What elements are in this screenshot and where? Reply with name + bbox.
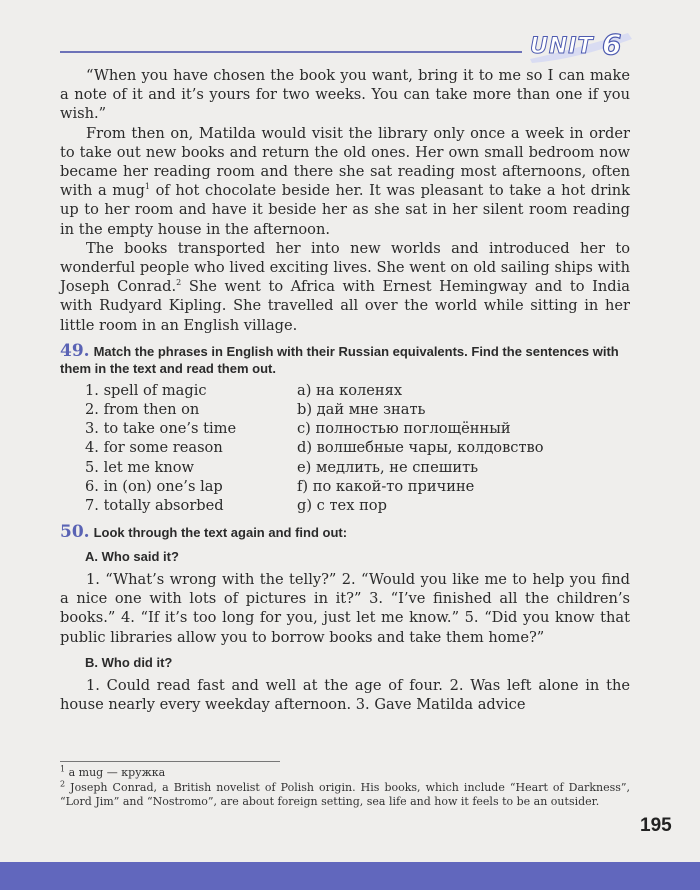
list-item: e) медлить, не спешить bbox=[297, 458, 479, 476]
footnote-divider bbox=[60, 761, 280, 762]
footnote-2 bbox=[60, 778, 630, 810]
unit-number: 6 bbox=[602, 28, 622, 61]
footnote-ref-1: 1 bbox=[144, 182, 150, 192]
section-b-label: B. Who did it? bbox=[85, 654, 173, 670]
section-a-label: A. Who said it? bbox=[85, 548, 179, 564]
russian-equivalents bbox=[297, 381, 544, 515]
list-item: b) дай мне знать bbox=[297, 401, 426, 419]
footnote-ref-2: 2 bbox=[176, 278, 182, 288]
exercise-49-heading bbox=[60, 340, 630, 377]
paragraph-2-part-a: From then on, Matilda would visit the library only once a week in order to take out new books and return the old ones. Her own small bedroom now became her reading room and there she sat reading most afternoons, often with a mug bbox=[60, 124, 630, 200]
list-item: 7. totally absorbed bbox=[85, 496, 224, 514]
paragraph-3-part-b: She went to Africa with Ernest Hemingway and to India with Rudyard Kipling. She travelled all over the world while sitting in her little room in an English village. bbox=[60, 278, 630, 334]
english-phrases bbox=[85, 381, 236, 515]
section-b-text: 1. Could read fast and well at the age of four. 2. Was left alone in the house nearly every weekday afternoon. 3. Gave Matilda advice bbox=[60, 677, 630, 714]
footnotes bbox=[60, 766, 630, 810]
list-item: 4. for some reason bbox=[85, 439, 223, 457]
exercise-49-number: 49. bbox=[60, 340, 90, 361]
footnote-2-text: Joseph Conrad, a British novelist of Polish origin. His books, which include “Heart of Darkness”, “Lord Jim” and “Nostromo”, are about foreign setting, sea life and how it feels to be an outsider. bbox=[60, 780, 630, 808]
list-item: 6. in (on) one’s lap bbox=[85, 477, 223, 495]
section-a-text: 1. “What’s wrong with the telly?” 2. “Would you like me to help you find a nice one with lots of pictures in it?” 3. “I’ve finished all the children’s books.” 4. “If it’s too long for you, just let me know.” 5. “Did you know that public libraries allow you to borrow books and take them home?” bbox=[60, 571, 630, 646]
footnote-1 bbox=[60, 766, 630, 781]
header-rule bbox=[60, 51, 522, 53]
list-item: a) на коленях bbox=[297, 381, 403, 399]
paragraph-3-part-a: The books transported her into new worlds and introduced her to wonderful people who lived exciting lives. She went on old sailing ships with Joseph Conrad. bbox=[60, 239, 630, 296]
list-item: f) по какой-то причине bbox=[297, 477, 475, 495]
list-item: 1. spell of magic bbox=[85, 381, 207, 399]
list-item: d) волшебные чары, колдовство bbox=[297, 439, 544, 457]
paragraph-2 bbox=[60, 124, 630, 239]
page-body bbox=[60, 66, 630, 714]
exercise-50-number: 50. bbox=[60, 521, 90, 542]
exercise-49-match-table bbox=[85, 381, 630, 516]
paragraph-2-part-b: of hot chocolate beside her. It was pleasant to take a hot drink up to her room and have it beside her as she sat in her silent room reading in the empty house in the afternoon. bbox=[60, 182, 630, 238]
footnote-1-text: a mug — кружка bbox=[65, 766, 166, 779]
list-item: 2. from then on bbox=[85, 401, 200, 419]
footnote-1-mark: 1 bbox=[60, 764, 66, 774]
unit-label: UNIT bbox=[530, 34, 594, 59]
list-item: 3. to take one’s time bbox=[85, 420, 237, 438]
bottom-color-bar bbox=[0, 862, 700, 890]
exercise-49-instruction: Match the phrases in English with their Russian equivalents. Find the sentences with them in the text and read them out. bbox=[60, 343, 619, 376]
list-item: c) полностью поглощённый bbox=[297, 420, 511, 438]
page-number: 195 bbox=[640, 815, 672, 836]
paragraph-1: “When you have chosen the book you want, bring it to me so I can make a note of it and it’s yours for two weeks. You can take more than one if you wish.” bbox=[60, 67, 630, 123]
list-item: g) с тех пор bbox=[297, 496, 387, 514]
footnote-2-mark: 2 bbox=[60, 778, 66, 788]
exercise-50-heading bbox=[60, 521, 630, 542]
list-item: 5. let me know bbox=[85, 458, 195, 476]
paragraph-3 bbox=[60, 239, 630, 335]
exercise-50-instruction: Look through the text again and find out: bbox=[93, 524, 348, 540]
